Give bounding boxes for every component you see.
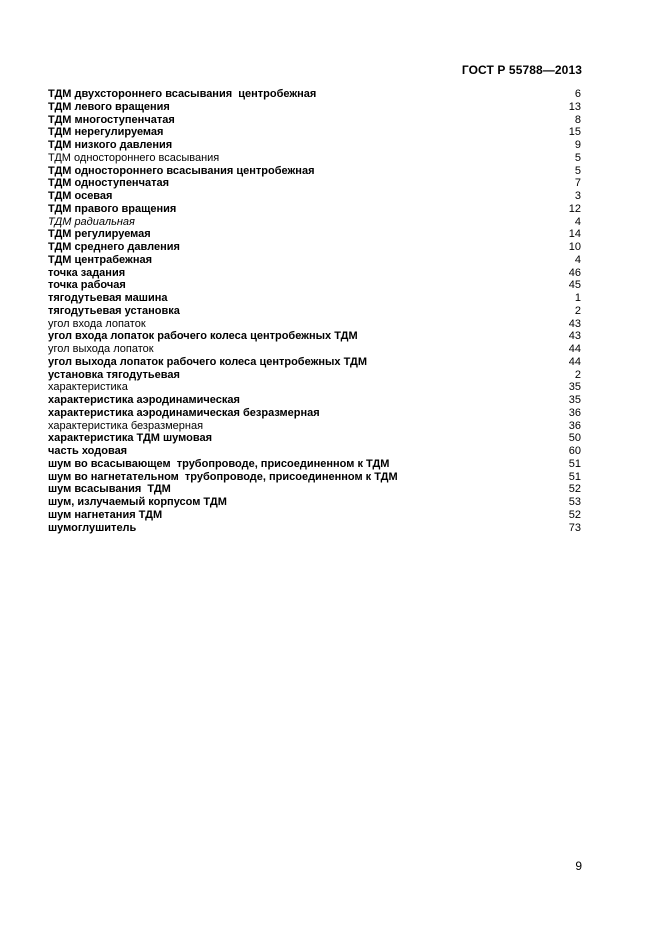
document-header: ГОСТ Р 55788—2013 xyxy=(461,63,582,77)
index-page-ref: 44 xyxy=(568,355,581,368)
index-entry xyxy=(48,407,581,420)
index-entry xyxy=(48,369,581,382)
index-page-ref: 5 xyxy=(574,164,581,177)
index-page-ref: 7 xyxy=(574,177,581,190)
index-entry xyxy=(48,114,581,127)
index-entry xyxy=(48,88,581,101)
index-entry xyxy=(48,445,581,458)
index-term: шум во нагнетательном трубопроводе, присоединенном к ТДМ xyxy=(48,470,398,483)
index-term: ТДМ низкого давления xyxy=(48,139,173,151)
index-page-ref: 5 xyxy=(574,151,581,164)
index-term: ТДМ регулируемая xyxy=(48,228,151,241)
index-page-ref: 73 xyxy=(568,521,581,534)
alphabetical-index xyxy=(48,88,581,534)
index-term: угол входа лопаток рабочего колеса центробежных ТДМ xyxy=(48,330,358,343)
index-page-ref: 43 xyxy=(568,330,581,343)
index-page-ref: 15 xyxy=(568,126,581,139)
index-entry xyxy=(48,216,581,229)
index-term: характеристика xyxy=(48,381,128,394)
index-term: характеристика аэродинамическая безразмерная xyxy=(48,406,320,419)
index-page-ref: 35 xyxy=(568,381,581,394)
index-entry xyxy=(48,330,581,343)
index-term: точка рабочая xyxy=(48,279,126,292)
index-term: шум всасывания ТДМ xyxy=(48,483,171,496)
index-page-ref: 52 xyxy=(568,483,581,496)
index-page-ref: 45 xyxy=(568,279,581,292)
index-term: ТДМ среднего давления xyxy=(48,241,180,253)
index-page-ref: 3 xyxy=(574,190,581,202)
index-term: угол входа лопаток xyxy=(48,317,146,330)
index-term: ТДМ двухстороннего всасывания центробежная xyxy=(48,88,317,100)
index-term: тягодутьевая машина xyxy=(48,292,168,304)
index-term: характеристика ТДМ шумовая xyxy=(48,432,213,445)
index-entry xyxy=(48,432,581,445)
index-term: ТДМ нерегулируемая xyxy=(48,126,164,139)
index-entry xyxy=(48,420,581,433)
index-entry xyxy=(48,496,581,509)
index-entry xyxy=(48,292,581,305)
index-page-ref: 14 xyxy=(568,228,581,241)
index-term: характеристика аэродинамическая xyxy=(48,394,240,406)
index-page-ref: 43 xyxy=(568,317,581,330)
page-number: 9 xyxy=(575,859,582,873)
index-term: угол выхода лопаток xyxy=(48,343,154,355)
index-entry xyxy=(48,152,581,165)
index-entry xyxy=(48,522,581,535)
index-page-ref: 51 xyxy=(568,457,581,470)
index-entry xyxy=(48,483,581,496)
index-page-ref: 36 xyxy=(568,419,581,432)
index-entry xyxy=(48,267,581,280)
index-entry xyxy=(48,381,581,394)
index-entry xyxy=(48,254,581,267)
index-entry xyxy=(48,305,581,318)
index-entry xyxy=(48,165,581,178)
index-term: ТДМ одноступенчатая xyxy=(48,177,170,190)
index-entry xyxy=(48,203,581,216)
index-term: ТДМ многоступенчатая xyxy=(48,113,175,126)
index-page-ref: 2 xyxy=(574,368,581,381)
index-entry xyxy=(48,228,581,241)
index-page-ref: 50 xyxy=(568,432,581,445)
index-page-ref: 4 xyxy=(574,253,581,266)
index-page-ref: 10 xyxy=(568,241,581,253)
index-term: ТДМ радиальная xyxy=(48,215,135,228)
index-page-ref: 8 xyxy=(574,113,581,126)
index-term: ТДМ правого вращения xyxy=(48,202,177,215)
index-page-ref: 35 xyxy=(568,394,581,406)
index-entry xyxy=(48,241,581,254)
index-term: ТДМ одностороннего всасывания центробежная xyxy=(48,164,315,177)
index-term: ТДМ центрабежная xyxy=(48,253,152,266)
index-page-ref: 12 xyxy=(568,202,581,215)
index-entry xyxy=(48,318,581,331)
index-page-ref: 6 xyxy=(574,88,581,100)
index-entry xyxy=(48,177,581,190)
index-page-ref: 51 xyxy=(568,470,581,483)
index-term: угол выхода лопаток рабочего колеса центробежных ТДМ xyxy=(48,355,368,368)
index-term: шум, излучаемый корпусом ТДМ xyxy=(48,496,227,508)
index-term: установка тягодутьевая xyxy=(48,368,180,381)
index-entry xyxy=(48,356,581,369)
index-term: точка задания xyxy=(48,266,126,279)
index-term: часть ходовая xyxy=(48,445,128,457)
index-page-ref: 46 xyxy=(568,266,581,279)
index-page-ref: 2 xyxy=(574,304,581,317)
index-entry xyxy=(48,126,581,139)
index-entry xyxy=(48,394,581,407)
index-term: шум нагнетания ТДМ xyxy=(48,508,163,521)
index-entry xyxy=(48,343,581,356)
index-entry xyxy=(48,458,581,471)
index-page-ref: 53 xyxy=(568,496,581,508)
index-term: ТДМ одностороннего всасывания xyxy=(48,151,220,164)
index-entry xyxy=(48,139,581,152)
index-page-ref: 36 xyxy=(568,406,581,419)
index-entry xyxy=(48,509,581,522)
index-page-ref: 4 xyxy=(574,215,581,228)
index-entry xyxy=(48,279,581,292)
index-term: характеристика безразмерная xyxy=(48,419,204,432)
index-page-ref: 60 xyxy=(568,445,581,457)
index-page-ref: 44 xyxy=(568,343,581,355)
index-term: ТДМ осевая xyxy=(48,190,113,202)
index-entry xyxy=(48,471,581,484)
index-term: ТДМ левого вращения xyxy=(48,100,170,113)
index-term: шум во всасывающем трубопроводе, присоединенном к ТДМ xyxy=(48,457,390,470)
index-term: тягодутьевая установка xyxy=(48,304,180,317)
index-entry xyxy=(48,190,581,203)
index-page-ref: 13 xyxy=(568,100,581,113)
index-entry xyxy=(48,101,581,114)
index-page-ref: 52 xyxy=(568,508,581,521)
index-page-ref: 9 xyxy=(574,139,581,151)
index-page-ref: 1 xyxy=(574,292,581,304)
index-term: шумоглушитель xyxy=(48,521,137,534)
